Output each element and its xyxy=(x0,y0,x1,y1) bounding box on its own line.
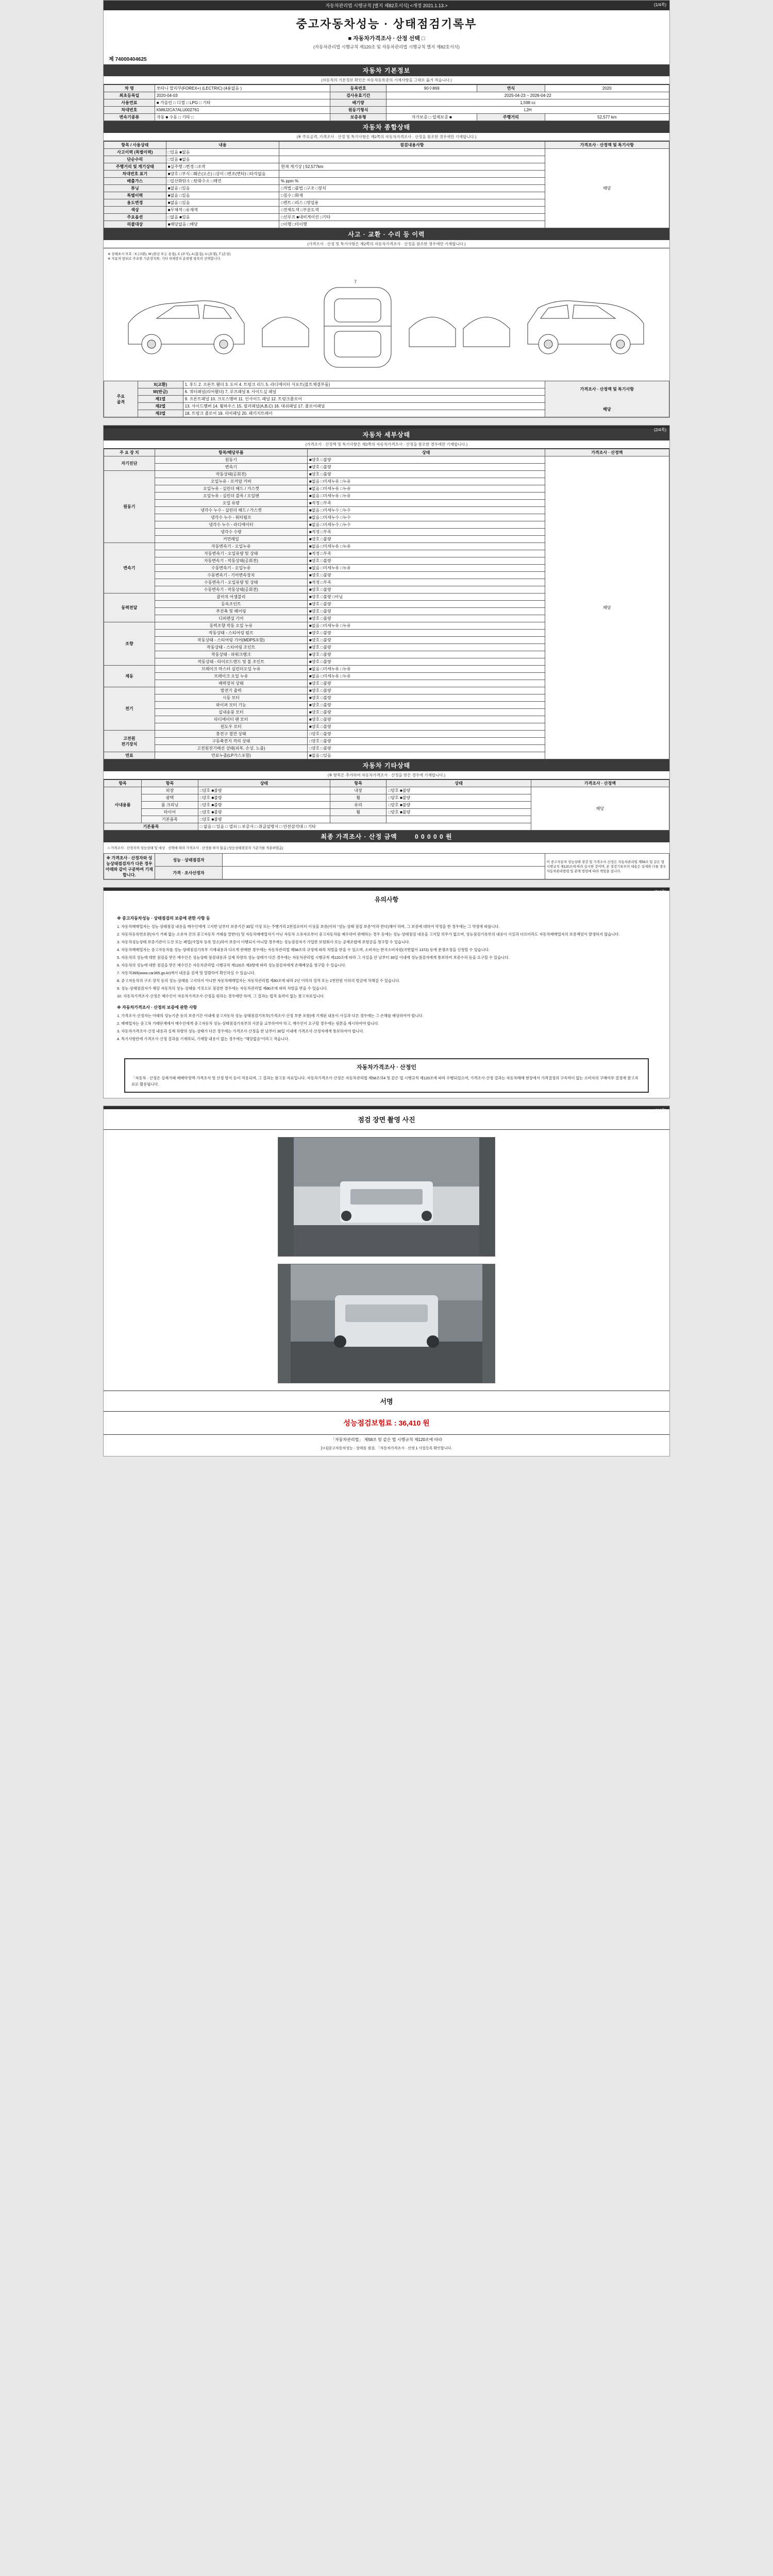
value-displacement: 1,598 cc xyxy=(386,99,669,107)
label-first-reg: 최초등록일 xyxy=(104,92,155,99)
detail-group-name: 제동 xyxy=(104,666,155,687)
overall-row-detail[interactable]: □선루프 ■내비게이션 □기타 xyxy=(279,214,545,221)
detail-part-state[interactable]: ■양호 □불량 xyxy=(307,572,545,579)
overall-row-detail[interactable] xyxy=(279,156,545,163)
page-mark-2: (2/4쪽) xyxy=(653,428,666,432)
other-item-state-2[interactable]: □양호 ■불량 xyxy=(386,787,531,794)
overall-row-content[interactable]: □없음 ■있음 xyxy=(166,214,279,221)
detail-part-state[interactable]: ■양호 □불량 xyxy=(307,637,545,644)
detail-part-name: 냉각수 누수 - 워터펌프 xyxy=(155,514,307,521)
overall-row-detail[interactable]: □적법 □불법 □구조 □장치 xyxy=(279,185,545,192)
notice-item: 10. 자동차가격조사·산정은 매수인이 자동차가격조사·산정을 원하는 경우에만 하며, 그 결과는 법적 효력이 없는 참고자료입니다. xyxy=(117,994,325,999)
overall-row-name: 튜닝 xyxy=(104,185,166,192)
signer-row-label-0: 성능 · 상태점검자 xyxy=(155,854,223,867)
page-title: 중고자동차성능 · 상태점검기록부 xyxy=(296,18,477,30)
sheet-1 xyxy=(103,0,670,418)
sign-footer-2: [ㅂ1]중고자동차성능 · 상태를 점검, 「자동차가격조사 · 산정 1 사업등록 확인합니다. xyxy=(321,1446,452,1450)
other-col-3: 가격조사 · 산정액 xyxy=(531,780,669,787)
detail-part-name: 추진축 및 베어링 xyxy=(155,608,307,615)
detail-part-state[interactable]: ■없음 □있음 xyxy=(307,752,545,759)
notice-body xyxy=(104,906,669,1053)
detail-part-name: 커먼레일 xyxy=(155,536,307,543)
final-price-band xyxy=(104,831,669,842)
sheet-3 xyxy=(103,887,670,1098)
detail-part-name: 배력장치 상태 xyxy=(155,680,307,687)
detail-part-name: 연료누출(LP가스포함) xyxy=(155,752,307,759)
declaration-box xyxy=(124,1058,649,1093)
frame-note-header: 가격조사 · 산정액 및 특기사항 xyxy=(580,386,634,392)
detail-note: 해당 xyxy=(545,456,669,759)
inspection-photo-2 xyxy=(278,1264,495,1383)
label-vin: 차대번호 xyxy=(104,107,155,114)
detail-part-state[interactable]: ■양호 □불량 xyxy=(307,658,545,666)
overall-row-detail[interactable] xyxy=(279,171,545,178)
detail-part-state[interactable]: ■양호 □불량 xyxy=(307,630,545,637)
other-col-1: 항목 xyxy=(104,780,142,787)
detail-part-state[interactable]: ■양호 □불량 xyxy=(307,687,545,694)
detail-part-state[interactable]: ■없음 □미세누수 □누수 xyxy=(307,507,545,514)
overall-row-name: 주요옵션 xyxy=(104,214,166,221)
declaration-title: 자동차가격조사 · 산정인 xyxy=(356,1064,417,1071)
diagram-top-label: 7 xyxy=(354,279,357,284)
overall-note: 해당 xyxy=(545,149,669,228)
detail-part-state[interactable]: ■양호 □불량 xyxy=(307,536,545,543)
notice-item: 8. 중고자동차의 구조·장치 등의 성능·상태를 고지하지 아니한 자동차매매업자는 자동차관리법 제80조에 따라 2년 이하의 징역 또는 2천만원 이하의 벌금에 처해질 수 있습니다. xyxy=(117,978,400,984)
detail-part-name: 시동 모터 xyxy=(155,694,307,702)
frame-row-items-1: 6. 쿼터패널(리어휀더) 7. 루프패널 8. 사이드실 패널 xyxy=(183,388,545,396)
overall-row-detail[interactable]: □렌트 □리스 □영업용 xyxy=(279,199,545,207)
overall-row-content[interactable]: □있음 ■없음 xyxy=(166,149,279,156)
detail-part-state[interactable]: ■없음 □미세누유 □누유 xyxy=(307,493,545,500)
overall-row-name: 사고이력 (특별이력) xyxy=(104,149,166,156)
detail-group-name: 연료 xyxy=(104,752,155,759)
detail-part-state[interactable]: ■양호 □불량 xyxy=(307,716,545,723)
detail-part-state[interactable]: ■양호 □불량 xyxy=(307,709,545,716)
detail-part-state[interactable]: ■양호 □불량 xyxy=(307,694,545,702)
detail-part-name: 작동상태 - 스티어링 기어(MDPS포함) xyxy=(155,637,307,644)
detail-part-name: 디퍼렌셜 기어 xyxy=(155,615,307,622)
detail-part-state[interactable]: ■없음 □미세누유 □누유 xyxy=(307,666,545,673)
detail-part-state[interactable]: ■없음 □미세누유 □누유 xyxy=(307,478,545,485)
inspection-photo-1-svg xyxy=(278,1138,495,1256)
other-item-name-2: 내장 xyxy=(330,787,386,794)
overall-col-3: 점검내용사항 xyxy=(279,142,545,149)
detail-part-state[interactable]: ■없음 □미세누유 □누유 xyxy=(307,565,545,572)
other-basic-label: 기본품목 xyxy=(104,823,198,831)
overall-state-table xyxy=(104,141,669,228)
other-item-name-2 xyxy=(330,816,386,823)
accident-legend-2: ※ 자동차 앞뒤로 주요한 기준장치와, 기타 차체장치 순위별 항목의 선택합니다. xyxy=(108,257,221,261)
signer-row-label-1: 가격 · 조사산정자 xyxy=(155,867,223,879)
other-item-state-2[interactable]: □양호 ■불량 xyxy=(386,809,531,816)
detail-col-1: 주 요 장 치 xyxy=(104,449,155,456)
detail-part-state[interactable]: ■없음 □미세누유 □누유 xyxy=(307,543,545,550)
other-item-state[interactable]: □양호 ■불량 xyxy=(198,802,330,809)
other-item-state-2[interactable]: □양호 ■불량 xyxy=(386,802,531,809)
other-item-state[interactable]: □양호 ■불량 xyxy=(198,809,330,816)
sheet-4 xyxy=(103,1106,670,1456)
detail-part-name: 작동상태(공회전) xyxy=(155,471,307,478)
other-item-state[interactable]: □양호 ■불량 xyxy=(198,787,330,794)
accident-legend xyxy=(104,248,669,264)
signer-row-value-1 xyxy=(223,867,545,879)
car-diagram-svg xyxy=(108,267,664,375)
overall-row-name: 차대번호 표기 xyxy=(104,171,166,178)
page-mark-3: (3/4쪽) xyxy=(653,890,666,894)
detail-part-name: 라디에이터 팬 모터 xyxy=(155,716,307,723)
other-col-1b: 항목 xyxy=(142,780,198,787)
detail-part-state[interactable]: ■양호 □불량 xyxy=(307,608,545,615)
final-price-checkline: □ 가격조사 · 산정자의 성능상태 및 대상 · 선택에 따라 가격조사 · 산정을 하지 않음 (성능상태점검자 기준가를 적용하였음) xyxy=(108,846,283,850)
value-model-year: 2020 xyxy=(545,85,669,92)
detail-part-state[interactable]: □양호 □불량 xyxy=(307,738,545,745)
final-price-title: 최종 가격조사 · 산정 금액 xyxy=(321,833,397,840)
label-engine-type: 원동기형식 xyxy=(330,107,386,114)
detail-part-state[interactable]: ■적정 □부족 xyxy=(307,579,545,586)
overall-row-content[interactable]: ■없음 □있음 xyxy=(166,199,279,207)
detail-part-name: 고전원전기배선 상태(피복, 손상, 노출) xyxy=(155,745,307,752)
document-header xyxy=(104,10,669,53)
detail-col-3: 상태 xyxy=(307,449,545,456)
detail-part-name: 오일누유 - 로커암 커버 xyxy=(155,478,307,485)
overall-row-content[interactable]: ■없음 □있음 xyxy=(166,185,279,192)
value-engine-type: L2H xyxy=(386,107,669,114)
form-topbar-text: 자동차관리법 시행규칙 [별지 제82호서식] <개정 2021.1.13.> xyxy=(325,3,448,8)
overall-row-name: 배출가스 xyxy=(104,178,166,185)
detail-part-state[interactable]: ■양호 □불량 xyxy=(307,471,545,478)
overall-row-detail[interactable]: 현재 계기상 | 52,577km xyxy=(279,163,545,171)
overall-row-detail[interactable]: % ppm % xyxy=(279,178,545,185)
overall-row-name: 색상 xyxy=(104,207,166,214)
document-number: 제 74000404625 xyxy=(109,57,147,62)
other-item-name-2: 휠 xyxy=(330,809,386,816)
notice-item-2: 2. 매매업자는 중고차 거래단계에서 매수인에게 중고자동차 성능·상태점검기록부의 사본을 교부하여야 하고, 매수인이 요구할 경우에는 원본을 제시하여야 합니다. xyxy=(117,1021,379,1026)
notice-item-2: 1. 가격조사·산정자는 아래의 성능기준 등의 보증기간 이내에 중고자동차 성능·상태점검기록부(가격조사·산정 부분 포함)에 기재된 내용이 사실과 다른 경우에는 그 손해를 배상하여야 합니다. xyxy=(117,1013,424,1018)
overall-row-name: 주행거리 및 계기상태 xyxy=(104,163,166,171)
detail-part-state[interactable]: ■양호 □불량 xyxy=(307,651,545,658)
detail-part-name: 구동축전지 격리 상태 xyxy=(155,738,307,745)
detail-part-name: 실내송풍 모터 xyxy=(155,709,307,716)
detail-part-name: 냉각수 수량 xyxy=(155,529,307,536)
detail-part-state[interactable]: ■적정 □부족 xyxy=(307,550,545,557)
other-item-state-2[interactable] xyxy=(386,816,531,823)
value-transmission: 자동 ■ 수동 □ 기타 □ xyxy=(155,114,330,121)
detail-part-name: 수동변속기 - 기어변속장치 xyxy=(155,572,307,579)
detail-part-state[interactable]: ■적정 □부족 xyxy=(307,500,545,507)
sign-footer-1: 「자동차관리법」 제58조 및 같은 법 시행규칙 제120조에 따라 xyxy=(104,1434,669,1445)
notice-item-2: 3. 자동차가격조사·산정 내용과 실제 차량의 성능·상태가 다른 경우에는 가격조사·산정을 한 날부터 30일 이내에 가격조사·산정자에게 통보하여야 합니다. xyxy=(117,1028,364,1033)
overall-row-content[interactable]: ■실주행 □변경 □조작 xyxy=(166,163,279,171)
label-inspection-valid: 검사유효기간 xyxy=(330,92,386,99)
frame-parts-table xyxy=(104,381,669,417)
notice-item: 3. 자동차성능상태 보증기관이 도산 또는 폐업(사업자 등록 말소)하여 보증이 이행되지 아니할 경우에는 성능점검자가 가입한 보험회사 또는 공제조합에 보험금을 청구할 수 있습니다. xyxy=(117,940,410,945)
frame-note-value: 해당 xyxy=(603,406,611,412)
notice-item: 9. 성능·상태점검자가 해당 자동차의 성능·상태를 거짓으로 점검한 경우에는 자동차관리법 제80조에 따라 처벌을 받을 수 있습니다. xyxy=(117,986,328,991)
overall-row-name: 특별이력 xyxy=(104,192,166,199)
detail-part-state[interactable]: □양호 □불량 xyxy=(307,731,545,738)
detail-group-name: 원동기 xyxy=(104,471,155,543)
notice-title: 유의사항 xyxy=(374,896,399,903)
detail-part-name: 냉각수 누수 - 실린더 헤드 / 가스켓 xyxy=(155,507,307,514)
detail-part-name: 수동변속기 - 오일유량 및 상태 xyxy=(155,579,307,586)
notice-item-2: 4. 특기사항란에 가격조사·산정 결과를 기재하되, 기재할 내용이 없는 경우에는 "해당없음"이라고 적습니다. xyxy=(117,1036,290,1041)
value-warranty: 자가보증 □ 업체보증 ■ xyxy=(386,114,477,121)
label-model-year: 연식 xyxy=(477,85,545,92)
detail-part-name: 수동변속기 - 오일누유 xyxy=(155,565,307,572)
table-row xyxy=(104,787,669,794)
overall-row-detail[interactable]: □전체도색 □부분도색 xyxy=(279,207,545,214)
detail-part-state[interactable]: ■양호 □불량 xyxy=(307,644,545,651)
form-topbar xyxy=(104,1,669,10)
detail-part-state[interactable]: ■없음 □미세누유 □누유 xyxy=(307,485,545,493)
value-vin: KM8J2CA7ALU002761 xyxy=(155,107,330,114)
overall-row-detail[interactable]: □침수 □화재 xyxy=(279,192,545,199)
frame-row-label-4: 제3열 xyxy=(138,410,183,417)
detail-part-name: 오일누유 - 실린더 헤드 / 가스켓 xyxy=(155,485,307,493)
frame-row-label-2: 제1열 xyxy=(138,396,183,403)
frame-row-items-4: 18. 트렁크 플로어 19. 리어패널 20. 패키지트레이 xyxy=(183,410,545,417)
detail-part-state[interactable]: ■양호 □불량 xyxy=(307,456,545,464)
overall-row-detail[interactable]: □이행 □미이행 xyxy=(279,221,545,228)
detail-part-state[interactable]: ■양호 □불량 xyxy=(307,586,545,594)
other-item-state[interactable]: □양호 ■불량 xyxy=(198,816,330,823)
notice-item: 4. 자동차매매업자는 중고자동차를 성능·상태점검기록부 기재내용과 다르게 판매한 경우에는 자동차관리법 제58조의 규정에 따라 처벌을 받을 수 있으며, 소비자는 한국소비자원(국번없이 1372) 등에 분쟁조정을 신청할 수 있습니다. xyxy=(117,947,490,953)
label-car-name: 차 명 xyxy=(104,85,155,92)
overall-row-content[interactable]: ■없음 □있음 xyxy=(166,192,279,199)
label-registration-no: 등록번호 xyxy=(330,85,386,92)
detail-part-name: 작동상태 - 파워크랭크 xyxy=(155,651,307,658)
detail-part-state[interactable]: ■양호 □불량 xyxy=(307,557,545,565)
signer-body: 이 중고자동차 성능상태 점검 및 가격조사·산정은 자동차관리법 제58조 및 같은 법 시행규칙 제120조에 따라 실시한 것이며, 본 점검기록부의 내용은 실제와 다를 경우 자동차관리법령 및 관계 법령에 따라 책임을 집니다. xyxy=(545,854,669,879)
sheet-2 xyxy=(103,425,670,880)
detail-group-name: 자기진단 xyxy=(104,456,155,471)
detail-state-table xyxy=(104,449,669,759)
overall-col-4: 가격조사 · 산정액 및 특기사항 xyxy=(545,142,669,149)
value-mileage: 52,577 km xyxy=(545,114,669,121)
value-inspection-valid: 2025-04-23 ~ 2026-04-22 xyxy=(386,92,669,99)
section-detail-band: 자동차 세부상태 xyxy=(104,429,669,440)
page-mark-1: (1/4쪽) xyxy=(653,3,666,7)
detail-part-name: 자동변속기 - 오일유량 및 상태 xyxy=(155,550,307,557)
other-item-name-2: 유리 xyxy=(330,802,386,809)
detail-part-name: 오일 유량 xyxy=(155,500,307,507)
overall-row-content[interactable]: □일산화탄소 □탄화수소 □매연 xyxy=(166,178,279,185)
detail-part-state[interactable]: ■없음 □미세누수 □누수 xyxy=(307,521,545,529)
detail-part-name: 와이퍼 모터 기능 xyxy=(155,702,307,709)
section-basic-info-subnote: (자동차의 기본정보 확인은 자동차등록증의 기재사항을 그대로 옮겨 적습니다.) xyxy=(104,76,669,84)
detail-part-name: 자동변속기 - 오일누유 xyxy=(155,543,307,550)
detail-part-state[interactable]: ■양호 □불량 xyxy=(307,723,545,731)
photos-title: 점검 장면 촬영 사진 xyxy=(104,1109,669,1130)
detail-part-name: 원동기 xyxy=(155,456,307,464)
signer-row-value-0 xyxy=(223,854,545,867)
section-accident-subnote: (가격조사 · 산정 및 특기사항은 제2쪽의 자동차가격조사 · 산정을 참조한 경우에만 기재합니다.) xyxy=(104,240,669,248)
other-col-1c: 항목 xyxy=(330,780,386,787)
value-first-reg: 2020-04-03 xyxy=(155,92,330,99)
detail-part-name: 냉각수 누수 - 라디에이터 xyxy=(155,521,307,529)
notice-head-1: ※ 중고자동차성능 · 상태점검의 보증에 관한 사항 등 xyxy=(117,916,210,921)
detail-part-name: 동력조향 작동 오일 누유 xyxy=(155,622,307,630)
overall-row-content[interactable]: □있음 ■없음 xyxy=(166,156,279,163)
notice-item: 7. 자동차365(www.car365.go.kr)에서 내용을 검색 및 열람하여 확인하실 수 있습니다. xyxy=(117,971,256,976)
section-overall-subnote: (※ 주요골격, 가격조사 · 산정 및 특기사항은 제2쪽의 자동차가격조사 · 산정을 참조한 경우에만 기재합니다.) xyxy=(104,133,669,141)
detail-part-state[interactable]: ■없음 □미세누수 □누수 xyxy=(307,514,545,521)
detail-group-name: 동력전달 xyxy=(104,594,155,622)
overall-row-name: 용도변경 xyxy=(104,199,166,207)
detail-part-name: 자동변속기 - 작동상태(공회전) xyxy=(155,557,307,565)
label-fuel: 사용연료 xyxy=(104,99,155,107)
page-subtitle: ■ 자동차가격조사 · 산정 선택 □ xyxy=(348,36,425,42)
overall-row-content[interactable]: ■해당없음 □해당 xyxy=(166,221,279,228)
notice-item: 2. 자동차등록번호판(자가 거래 없는 소유자 간의 중고자동차 거래를 말한다) 및 자동차매매업자가 아닌 자동차 소유자로부터 중고자동차를 매수하여 판매하는 경우 등에는 성능·상태점검 내용을 고지할 의무가 없으며, 성능점검기록부의 내용이 사실과 다르더라도 자동차매매업자의 보증책임이 발생하지 않습니다. xyxy=(117,932,620,937)
other-item-state[interactable]: □양호 ■불량 xyxy=(198,794,330,802)
detail-group-name: 전기 xyxy=(104,687,155,731)
detail-part-state[interactable]: ■양호 □불량 xyxy=(307,601,545,608)
final-price-amount: 0 0 0 0 0 원 xyxy=(414,833,452,840)
notice-head-2: ※ 자동차가격조사 · 산정의 보증에 관한 사항 xyxy=(117,1005,197,1010)
detail-group-name: 변속기 xyxy=(104,543,155,594)
car-diagram xyxy=(104,264,669,381)
other-item-name: 타이어 xyxy=(142,809,198,816)
sign-fee-value: 36,410 원 xyxy=(398,1418,430,1427)
section-overall-band: 자동차 종합상태 xyxy=(104,121,669,133)
value-registration-no: 90수869 xyxy=(386,85,477,92)
overall-row-name: 단순수리 xyxy=(104,156,166,163)
detail-part-state[interactable]: □양호 □불량 xyxy=(307,745,545,752)
frame-row-items-0: 1. 후드 2. 프론트 휀더 3. 도어 4. 트렁크 리드 5. 라디에이터 서포트(볼트체결부품) xyxy=(183,381,545,388)
declaration-body: 「자동차 · 산정은 실제거래 매매약정액·가격조사 및 산정 방식 등이 적용되며, 그 결과는 참고용 자료입니다. 자동차가격조사·산정은 자동차관리법 제58조의4 및 같은 법 시행규칙 제120조에 따라 수행되었으며, 가격조사·산정 결과는 자동차매매 현장에서 가격결정의 구속력이 없는 소비자의 구매여부 결정에 참고자료로 활용됩니다. xyxy=(131,1076,638,1087)
overall-col-2: 내용 xyxy=(166,142,279,149)
other-item-name: 광택 xyxy=(142,794,198,802)
frame-row-items-3: 13. 사이드멤버 14. 휠하우스 15. 필러패널(A,B,C) 16. 대쉬패널 17. 플로어패널 xyxy=(183,403,545,410)
page-mark-4: (4/4쪽) xyxy=(653,1108,666,1113)
detail-col-2: 항목/해당부품 xyxy=(155,449,307,456)
detail-part-name: 윈도우 모터 xyxy=(155,723,307,731)
overall-row-detail[interactable] xyxy=(279,149,545,156)
table-row xyxy=(104,149,669,156)
label-mileage: 주행거리 xyxy=(477,114,545,121)
frame-row-items-2: 9. 프론트패널 10. 크로스멤버 11. 인사이드 패널 12. 트렁크플로어 xyxy=(183,396,545,403)
inspection-photo-2-svg xyxy=(278,1264,495,1383)
other-side-label: 사내용품 xyxy=(104,787,142,823)
label-transmission: 변속기종류 xyxy=(104,114,155,121)
section-other-band: 자동차 기타상태 xyxy=(104,759,669,771)
detail-part-name: 작동상태 - 타이로드엔드 및 볼 조인트 xyxy=(155,658,307,666)
detail-part-name: 변속기 xyxy=(155,464,307,471)
detail-part-state[interactable]: ■양호 □불량 xyxy=(307,615,545,622)
other-item-name: 룸 크리닝 xyxy=(142,802,198,809)
frame-title: 주요 골격 xyxy=(104,381,138,417)
detail-part-name: 클러치 어셈블리 xyxy=(155,594,307,601)
inspection-photo-1 xyxy=(278,1137,495,1257)
other-item-name-2: 휠 xyxy=(330,794,386,802)
detail-part-name: 작동상태 - 스티어링 펌프 xyxy=(155,630,307,637)
signer-disclaimer: ※ 가격조사 · 산정자와 성능상태점검자가 다른 경우 아래와 같이 구분하여 기재합니다. xyxy=(104,854,155,879)
value-car-name: 쏘타니 말리부(FOREX+) (LECTRIC) (4륜없음 ) xyxy=(155,85,330,92)
detail-part-name: 수동변속기 - 작동상태(공회전) xyxy=(155,586,307,594)
detail-part-name: 발전기 출력 xyxy=(155,687,307,694)
section-accident-band: 사고 · 교환 · 수리 등 이력 xyxy=(104,228,669,240)
detail-part-state[interactable]: ■없음 □미세누유 □누유 xyxy=(307,673,545,680)
basic-info-table xyxy=(104,84,669,121)
detail-group-name: 고전원 전기장치 xyxy=(104,731,155,752)
other-item-name: 기본품목 xyxy=(142,816,198,823)
section-other-subnote: (※ 항목은 추가하여 자동차가격조사 · 산정을 받은 경우에 기재합니다.) xyxy=(104,771,669,779)
other-item-state-2[interactable]: □양호 ■불량 xyxy=(386,794,531,802)
frame-row-label-1: W(판금) xyxy=(138,388,183,396)
notice-item: 1. 자동차매매업자는 성능·상태점검 내용을 매수인에게 고지한 날부터 보증기간 30일 이상 또는 주행거리 2천킬로미터 이상을 보증(이하 "성능·상태 점검 보증"이라 한다)해야 하며, 그 보증에 대하여 약정을 한 경우에는 그 약정에 따릅니다. xyxy=(117,924,500,929)
section-detail-subnote: (가격조사 · 산정액 및 특기사항은 제2쪽의 자동차가격조사 · 산정을 참조한 경우에만 기재합니다.) xyxy=(104,440,669,449)
detail-part-name: 등속조인트 xyxy=(155,601,307,608)
detail-part-state[interactable]: ■양호 □불량 xyxy=(307,680,545,687)
detail-col-4: 가격조사 · 산정액 xyxy=(545,449,669,456)
frame-row-label-3: 제2열 xyxy=(138,403,183,410)
other-item-name: 외장 xyxy=(142,787,198,794)
detail-part-name: 오일누유 - 실린더 블록 / 오일팬 xyxy=(155,493,307,500)
detail-part-state[interactable]: ■양호 □불량 xyxy=(307,464,545,471)
detail-part-state[interactable]: ■양호 □불량 xyxy=(307,702,545,709)
other-note: 해당 xyxy=(531,787,669,831)
other-col-2: 상태 xyxy=(198,780,330,787)
overall-row-content[interactable]: ■양호 □부식 □훼손(오손) □상이 □변조(변타) □타각없음 xyxy=(166,171,279,178)
overall-row-content[interactable]: ■무채색 □유채색 xyxy=(166,207,279,214)
label-displacement: 배기량 xyxy=(330,99,386,107)
detail-part-name: 브레이크 마스터 실린더오일 누유 xyxy=(155,666,307,673)
label-warranty: 보증유형 xyxy=(330,114,386,121)
sign-fee xyxy=(104,1412,669,1434)
detail-group-name: 조향 xyxy=(104,622,155,666)
section-basic-info-band: 자동차 기본정보 xyxy=(104,64,669,76)
value-fuel: ■ 가솔린 □ 디젤 □ LPG □ 기타 xyxy=(155,99,330,107)
frame-note-col xyxy=(545,381,669,417)
detail-part-name: 브레이크 오일 누유 xyxy=(155,673,307,680)
notice-item: 6. 자동차의 성능에 대한 점검을 받은 매수인은 자동차관리법 시행규칙 제120조 제3항에 따라 성능점검자에게 손해배상을 청구할 수 있습니다. xyxy=(117,963,346,968)
accident-legend-1: ※ 상태표시 부호 : X (교환), W (판금 또는 용접), C (부식), A (흠집), U (요철), T (손상) xyxy=(108,252,231,256)
sign-title: 서명 xyxy=(104,1391,669,1412)
sign-fee-label: 성능점검보험료 : xyxy=(343,1418,397,1427)
notice-item: 5. 자동차의 성능에 대한 점검을 받은 매수인은 성능상태 점검내용과 실제 차량의 성능·상태가 다른 경우에는 자동차관리법 시행규칙 제120조에 따라 그 사실을 안 날부터 30일 이내에 성능점검자에게 통보하여 보증수리 등을 요구할 수 있습니다. xyxy=(117,955,510,960)
table-row xyxy=(104,456,669,464)
detail-part-name: 작동상태 - 스티어링 조인트 xyxy=(155,644,307,651)
other-state-table xyxy=(104,779,669,831)
overall-row-name: 리콜대상 xyxy=(104,221,166,228)
detail-part-state[interactable]: ■양호 □불량 □아님 xyxy=(307,594,545,601)
other-col-2b: 상태 xyxy=(386,780,531,787)
signer-table xyxy=(104,853,669,879)
other-basic-items[interactable]: □ 없음 □ 있음 □ 열쇠 □ 보증서 □ 취급설명서 □ 안전삼각대 □ 기타 xyxy=(198,823,531,831)
detail-part-name: 충전구 절연 상태 xyxy=(155,731,307,738)
detail-part-state[interactable]: ■적정 □부족 xyxy=(307,529,545,536)
overall-col-1: 항목 / 사용상태 xyxy=(104,142,166,149)
detail-part-state[interactable]: ■없음 □미세누유 □누유 xyxy=(307,622,545,630)
page-subnote: (자동차관리법 시행규칙 제120조 및 자동차관리법 시행규칙 별지 제82호서식) xyxy=(313,44,460,49)
frame-row-label-0: X(교환) xyxy=(138,381,183,388)
